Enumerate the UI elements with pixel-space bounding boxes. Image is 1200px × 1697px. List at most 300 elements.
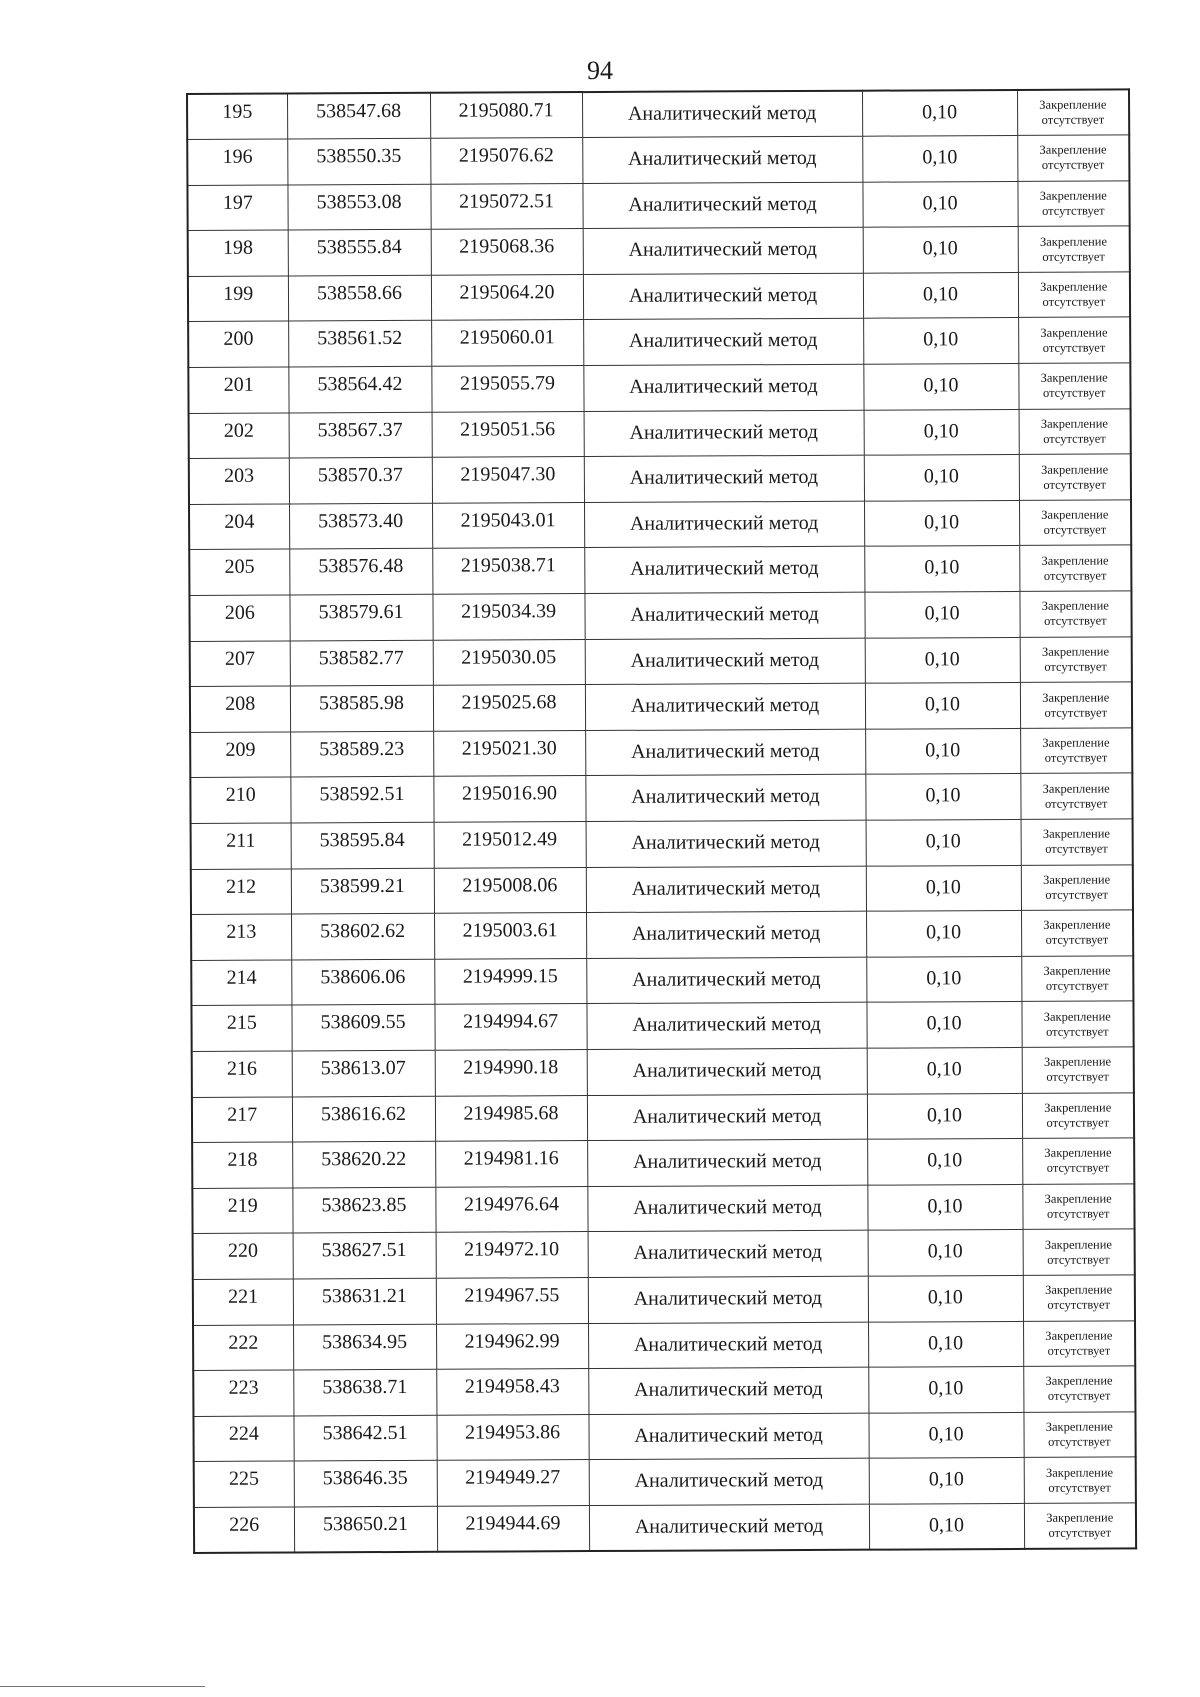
y-coordinate-cell: [430, 138, 582, 184]
accuracy-cell: [868, 1321, 1023, 1367]
y-coordinate-cell-text: 2195034.39: [460, 600, 557, 623]
y-coordinate-cell-text: 2194958.43: [464, 1375, 560, 1398]
fixation-cell-text: Закрепление отсутствует: [1039, 234, 1108, 264]
method-cell: [588, 1276, 868, 1323]
y-coordinate-cell: [437, 1460, 589, 1506]
point-number-cell: [189, 549, 289, 595]
y-coordinate-cell-text: 2195055.79: [459, 372, 555, 395]
fixation-cell-text: Закрепление отсутствует: [1040, 370, 1108, 401]
accuracy-cell: [863, 272, 1018, 318]
point-number-cell-text: 209: [225, 738, 256, 761]
accuracy-cell-text: 0,10: [928, 1377, 964, 1400]
x-coordinate-cell-text: 538564.42: [317, 373, 403, 396]
x-coordinate-cell: [289, 503, 432, 549]
y-coordinate-cell-text: 2194981.16: [463, 1147, 559, 1170]
x-coordinate-cell: [288, 275, 431, 321]
point-number-cell-text: 224: [228, 1422, 259, 1445]
point-number-cell: [192, 1188, 292, 1234]
accuracy-cell-text: 0,10: [925, 875, 961, 898]
fixation-cell: [1022, 1092, 1134, 1138]
x-coordinate-cell-text: 538558.66: [316, 281, 403, 305]
method-cell: [583, 319, 863, 366]
fixation-cell-text: Закрепление отсутствует: [1044, 1100, 1112, 1130]
point-number-cell: [191, 960, 291, 1006]
method-cell-text: Аналитический метод: [628, 192, 817, 216]
method-cell: [585, 729, 865, 776]
footnote-divider: [0, 1686, 205, 1687]
table-row: [189, 454, 1131, 504]
method-cell-text: Аналитический метод: [634, 1514, 824, 1538]
x-coordinate-cell-text: 538553.08: [316, 190, 402, 214]
accuracy-cell: [869, 1458, 1024, 1504]
x-coordinate-cell-text: 538547.68: [316, 99, 402, 123]
fixation-cell-text: Закрепление отсутствует: [1043, 917, 1111, 948]
y-coordinate-cell-text: 2194962.99: [464, 1329, 560, 1353]
y-coordinate-cell: [437, 1505, 589, 1551]
y-coordinate-cell: [431, 366, 583, 412]
point-number-cell-text: 214: [226, 966, 257, 989]
point-number-cell: [188, 367, 288, 413]
fixation-cell-text: Закрепление отсутствует: [1045, 1282, 1113, 1313]
point-number-cell-text: 196: [222, 145, 253, 168]
point-number-cell: [194, 1461, 294, 1507]
point-number-cell-text: 199: [223, 282, 254, 305]
fixation-cell-text: Закрепление отсутствует: [1040, 279, 1108, 309]
accuracy-cell: [868, 1275, 1023, 1321]
x-coordinate-cell: [293, 1324, 436, 1370]
x-coordinate-cell-text: 538620.22: [321, 1148, 407, 1171]
y-coordinate-cell: [436, 1277, 588, 1323]
method-cell: [586, 957, 866, 1004]
point-number-cell: [187, 94, 287, 140]
method-cell: [585, 683, 865, 730]
y-coordinate-cell: [432, 594, 584, 640]
y-coordinate-cell-text: 2195016.90: [461, 782, 557, 806]
method-cell: [587, 1048, 867, 1095]
x-coordinate-cell: [292, 1050, 435, 1096]
accuracy-cell-text: 0,10: [928, 1514, 965, 1537]
method-cell: [586, 1003, 866, 1050]
table-row: [190, 682, 1132, 732]
fixation-cell-text: Закрепление отсутствует: [1042, 781, 1110, 811]
method-cell-text: Аналитический метод: [629, 420, 818, 444]
point-number-cell-text: 218: [227, 1148, 258, 1171]
x-coordinate-cell: [294, 1506, 437, 1552]
method-cell-text: Аналитический метод: [630, 739, 820, 763]
accuracy-cell-text: 0,10: [924, 511, 960, 534]
method-cell-text: Аналитический метод: [634, 1423, 823, 1447]
x-coordinate-cell-text: 538561.52: [317, 327, 403, 350]
accuracy-cell: [866, 956, 1021, 1002]
fixation-cell: [1023, 1412, 1135, 1458]
fixation-cell-text: Закрепление отсутствует: [1041, 462, 1109, 492]
point-number-cell-text: 216: [226, 1057, 258, 1080]
y-coordinate-cell: [430, 92, 582, 138]
y-coordinate-cell-text: 2194999.15: [462, 964, 558, 988]
fixation-cell: [1023, 1229, 1135, 1275]
accuracy-cell: [866, 1002, 1021, 1048]
x-coordinate-cell: [294, 1461, 437, 1507]
y-coordinate-cell-text: 2195051.56: [460, 417, 556, 441]
table-row: [187, 89, 1129, 139]
point-number-cell-text: 220: [227, 1240, 258, 1263]
table-row: [189, 409, 1131, 459]
table-row: [190, 728, 1132, 778]
method-cell-text: Аналитический метод: [630, 694, 820, 718]
fixation-cell: [1018, 363, 1130, 409]
accuracy-cell-text: 0,10: [923, 465, 959, 488]
x-coordinate-cell: [288, 366, 431, 412]
x-coordinate-cell: [291, 868, 434, 914]
fixation-cell-text: Закрепление отсутствует: [1039, 142, 1107, 173]
x-coordinate-cell-text: 538567.37: [317, 418, 403, 442]
x-coordinate-cell-text: 538638.71: [322, 1376, 408, 1399]
table-row: [188, 226, 1130, 276]
fixation-cell-text: Закрепление отсутствует: [1043, 963, 1111, 993]
y-coordinate-cell-text: 2194990.18: [463, 1056, 559, 1079]
y-coordinate-cell: [431, 229, 583, 275]
table-row: [187, 135, 1129, 185]
point-number-cell-text: 208: [225, 692, 256, 716]
method-cell-text: Аналитический метод: [627, 101, 817, 125]
accuracy-cell-text: 0,10: [922, 283, 959, 306]
y-coordinate-cell: [432, 502, 584, 548]
method-cell-text: Аналитический метод: [632, 1058, 822, 1082]
fixation-cell: [1020, 728, 1132, 774]
accuracy-cell: [867, 1184, 1022, 1230]
point-number-cell: [190, 777, 290, 823]
point-number-cell: [189, 504, 289, 550]
y-coordinate-cell: [434, 913, 586, 959]
accuracy-cell: [864, 546, 1019, 592]
y-coordinate-cell: [430, 183, 582, 229]
method-cell: [584, 547, 864, 594]
method-cell-text: Аналитический метод: [629, 511, 819, 535]
x-coordinate-cell: [291, 959, 434, 1005]
method-cell-text: Аналитический метод: [632, 1150, 822, 1173]
x-coordinate-cell-text: 538602.62: [320, 920, 406, 943]
x-coordinate-cell: [290, 777, 433, 823]
point-number-cell-text: 197: [222, 191, 253, 214]
fixation-cell: [1018, 317, 1130, 363]
method-cell-text: Аналитический метод: [628, 147, 817, 170]
y-coordinate-cell-text: 2195021.30: [461, 737, 557, 760]
point-number-cell: [189, 595, 289, 641]
x-coordinate-cell-text: 538599.21: [319, 874, 405, 897]
fixation-cell: [1019, 454, 1131, 500]
accuracy-cell-text: 0,10: [923, 328, 959, 351]
fixation-cell: [1021, 910, 1133, 956]
y-coordinate-cell: [435, 1186, 587, 1232]
x-coordinate-cell: [288, 230, 431, 276]
x-coordinate-cell: [291, 913, 434, 959]
accuracy-cell-text: 0,10: [926, 921, 962, 944]
point-number-cell: [193, 1233, 293, 1279]
point-number-cell: [190, 686, 290, 732]
y-coordinate-cell: [436, 1369, 588, 1415]
accuracy-cell-text: 0,10: [924, 647, 960, 671]
point-number-cell: [187, 185, 287, 231]
fixation-cell: [1021, 819, 1133, 865]
table-row: [193, 1229, 1135, 1279]
method-cell-text: Аналитический метод: [631, 922, 821, 946]
method-cell: [585, 638, 865, 685]
x-coordinate-cell-text: 538606.06: [320, 965, 406, 989]
y-coordinate-cell-text: 2195003.61: [462, 919, 558, 942]
method-cell: [585, 775, 865, 822]
point-number-cell-text: 223: [228, 1376, 259, 1399]
table-row: [193, 1412, 1135, 1462]
y-coordinate-cell-text: 2195038.71: [460, 554, 556, 578]
point-number-cell: [188, 276, 288, 322]
fixation-cell-text: Закрепление отсутствует: [1045, 1419, 1113, 1449]
x-coordinate-cell-text: 538573.40: [318, 509, 404, 533]
accuracy-cell: [862, 181, 1017, 227]
accuracy-cell-text: 0,10: [923, 374, 959, 397]
fixation-cell-text: Закрепление отсутствует: [1042, 735, 1110, 765]
fixation-cell-text: Закрепление отсутствует: [1045, 1465, 1114, 1495]
accuracy-cell-text: 0,10: [923, 419, 959, 443]
fixation-cell: [1019, 591, 1131, 637]
accuracy-cell: [865, 683, 1020, 729]
table-row: [188, 317, 1130, 367]
method-cell-text: Аналитический метод: [631, 785, 820, 809]
y-coordinate-cell-text: 2195043.01: [460, 509, 556, 532]
fixation-cell: [1020, 682, 1132, 728]
accuracy-cell-text: 0,10: [928, 1468, 964, 1491]
point-number-cell-text: 219: [227, 1194, 258, 1217]
y-coordinate-cell: [434, 1004, 586, 1050]
x-coordinate-cell-text: 538613.07: [320, 1056, 406, 1080]
y-coordinate-cell: [436, 1414, 588, 1460]
accuracy-cell: [866, 819, 1021, 865]
table-row: [190, 773, 1132, 823]
accuracy-cell: [868, 1367, 1023, 1413]
x-coordinate-cell-text: 538585.98: [318, 692, 405, 715]
method-cell: [586, 820, 866, 867]
fixation-cell: [1020, 773, 1132, 819]
method-cell: [589, 1458, 869, 1505]
method-cell-text: Аналитический метод: [632, 967, 821, 991]
method-cell-text: Аналитический метод: [628, 329, 818, 353]
table-row: [191, 910, 1133, 960]
table-row: [191, 864, 1133, 914]
fixation-cell: [1021, 1001, 1133, 1047]
point-number-cell-text: 226: [229, 1513, 260, 1536]
table-row: [189, 591, 1131, 641]
fixation-cell: [1019, 409, 1131, 455]
method-cell-text: Аналитический метод: [632, 1013, 821, 1037]
fixation-cell-text: Закрепление отсутствует: [1039, 188, 1107, 218]
point-number-cell: [193, 1279, 293, 1325]
accuracy-cell: [863, 227, 1018, 273]
point-number-cell: [188, 230, 288, 276]
accuracy-cell: [865, 728, 1020, 774]
fixation-cell: [1022, 1047, 1134, 1093]
table-row: [192, 1092, 1134, 1142]
point-number-cell-text: 210: [225, 784, 256, 807]
y-coordinate-cell-text: 2195008.06: [462, 873, 558, 897]
point-number-cell-text: 204: [224, 510, 255, 533]
fixation-cell-text: Закрепление отсутствует: [1041, 553, 1109, 583]
accuracy-cell-text: 0,10: [927, 1149, 963, 1172]
point-number-cell: [187, 139, 287, 185]
table-row: [194, 1457, 1136, 1507]
x-coordinate-cell-text: 538623.85: [321, 1193, 407, 1217]
fixation-cell: [1024, 1457, 1136, 1503]
y-coordinate-cell-text: 2195068.36: [459, 235, 555, 258]
x-coordinate-cell: [287, 184, 430, 230]
x-coordinate-cell-text: 538570.37: [317, 464, 403, 487]
point-number-cell: [190, 732, 290, 778]
fixation-cell: [1018, 272, 1130, 318]
fixation-cell-text: Закрепление отсутствует: [1039, 97, 1107, 127]
accuracy-cell-text: 0,10: [926, 967, 962, 990]
point-number-cell-text: 203: [224, 464, 255, 488]
x-coordinate-cell-text: 538646.35: [322, 1467, 408, 1490]
x-coordinate-cell-text: 538579.61: [318, 600, 404, 624]
x-coordinate-cell: [287, 138, 430, 184]
method-cell: [587, 1139, 867, 1186]
method-cell: [582, 91, 862, 138]
accuracy-cell-text: 0,10: [928, 1331, 964, 1354]
point-number-cell: [191, 1005, 291, 1051]
accuracy-cell-text: 0,10: [922, 146, 958, 169]
y-coordinate-cell-text: 2194953.86: [464, 1420, 561, 1444]
x-coordinate-cell-text: 538576.48: [318, 555, 404, 578]
accuracy-cell-text: 0,10: [925, 739, 961, 762]
fixation-cell-text: Закрепление отсутствует: [1043, 1054, 1112, 1085]
method-cell: [588, 1322, 868, 1369]
fixation-cell: [1021, 956, 1133, 1002]
method-cell-text: Аналитический метод: [630, 602, 819, 626]
fixation-cell: [1023, 1275, 1135, 1321]
coordinates-table: [186, 88, 1137, 1554]
point-number-cell-text: 201: [223, 373, 254, 396]
table-row: [192, 1184, 1134, 1234]
y-coordinate-cell: [432, 457, 584, 503]
y-coordinate-cell-text: 2195012.49: [462, 828, 558, 851]
method-cell-text: Аналитический метод: [634, 1469, 824, 1493]
fixation-cell: [1017, 135, 1129, 181]
fixation-cell-text: Закрепление отсутствует: [1042, 826, 1110, 857]
fixation-cell: [1022, 1184, 1134, 1230]
x-coordinate-cell-text: 538642.51: [322, 1421, 408, 1445]
x-coordinate-cell-text: 538589.23: [319, 737, 405, 761]
accuracy-cell: [864, 409, 1019, 455]
method-cell: [587, 1185, 867, 1232]
y-coordinate-cell: [433, 685, 585, 731]
y-coordinate-cell-text: 2194967.55: [464, 1284, 560, 1307]
method-cell-text: Аналитический метод: [632, 1104, 822, 1128]
point-number-cell: [191, 914, 291, 960]
method-cell: [584, 410, 864, 457]
point-number-cell-text: 207: [224, 647, 256, 670]
fixation-cell: [1021, 864, 1133, 910]
accuracy-cell: [862, 90, 1017, 136]
point-number-cell: [189, 458, 289, 504]
method-cell: [588, 1413, 868, 1460]
table-row: [187, 181, 1129, 231]
method-cell-text: Аналитический метод: [629, 466, 819, 490]
method-cell-text: Аналитический метод: [633, 1241, 822, 1265]
point-number-cell-text: 200: [223, 328, 254, 351]
y-coordinate-cell: [433, 776, 585, 822]
point-number-cell-text: 206: [224, 601, 255, 624]
x-coordinate-cell-text: 538582.77: [318, 646, 404, 669]
method-cell: [588, 1367, 868, 1414]
point-number-cell: [192, 1142, 292, 1188]
method-cell: [583, 227, 863, 274]
y-coordinate-cell: [436, 1323, 588, 1369]
accuracy-cell: [864, 500, 1019, 546]
method-cell: [584, 592, 864, 639]
y-coordinate-cell-text: 2195072.51: [458, 189, 555, 213]
page-number: 94: [587, 56, 613, 85]
y-coordinate-cell-text: 2195025.68: [461, 691, 557, 714]
y-coordinate-cell-text: 2195060.01: [459, 326, 555, 350]
fixation-cell: [1023, 1366, 1135, 1412]
method-cell-text: Аналитический метод: [633, 1195, 822, 1219]
y-coordinate-cell: [434, 958, 586, 1004]
accuracy-cell: [867, 1093, 1022, 1139]
point-number-cell-text: 195: [222, 100, 253, 123]
x-coordinate-cell-text: 538550.35: [316, 145, 402, 168]
accuracy-cell: [866, 911, 1021, 957]
accuracy-cell-text: 0,10: [922, 237, 958, 260]
accuracy-cell-text: 0,10: [926, 1058, 962, 1081]
table-row: [190, 637, 1132, 687]
x-coordinate-cell: [288, 321, 431, 367]
method-cell: [586, 866, 866, 913]
x-coordinate-cell: [293, 1233, 436, 1279]
fixation-cell: [1017, 181, 1129, 227]
point-number-cell: [192, 1097, 292, 1143]
accuracy-cell: [866, 865, 1021, 911]
y-coordinate-cell: [431, 320, 583, 366]
y-coordinate-cell: [433, 730, 585, 776]
method-cell: [584, 455, 864, 502]
accuracy-cell: [865, 637, 1020, 683]
y-coordinate-cell-text: 2195080.71: [458, 99, 554, 122]
point-number-cell-text: 215: [226, 1012, 257, 1035]
point-number-cell-text: 213: [226, 920, 257, 944]
fixation-cell-text: Закрепление отсутствует: [1044, 1145, 1112, 1176]
table-row: [189, 500, 1131, 550]
x-coordinate-cell: [289, 594, 432, 640]
table-row: [193, 1275, 1135, 1325]
point-number-cell: [193, 1370, 293, 1416]
x-coordinate-cell: [287, 93, 430, 139]
x-coordinate-cell-text: 538650.21: [322, 1512, 409, 1536]
y-coordinate-cell: [435, 1050, 587, 1096]
method-cell-text: Аналитический метод: [628, 283, 818, 307]
y-coordinate-cell: [432, 548, 584, 594]
accuracy-cell: [863, 363, 1018, 409]
x-coordinate-cell: [290, 686, 433, 732]
x-coordinate-cell: [289, 458, 432, 504]
method-cell: [583, 273, 863, 320]
accuracy-cell-text: 0,10: [927, 1286, 963, 1309]
fixation-cell-text: Закрепление отсутствует: [1043, 1009, 1111, 1039]
point-number-cell: [191, 869, 291, 915]
point-number-cell: [189, 413, 289, 459]
y-coordinate-cell-text: 2195047.30: [460, 463, 556, 486]
accuracy-cell: [868, 1230, 1023, 1276]
table-row: [194, 1503, 1136, 1553]
method-cell-text: Аналитический метод: [631, 830, 820, 854]
accuracy-cell-text: 0,10: [927, 1240, 963, 1263]
